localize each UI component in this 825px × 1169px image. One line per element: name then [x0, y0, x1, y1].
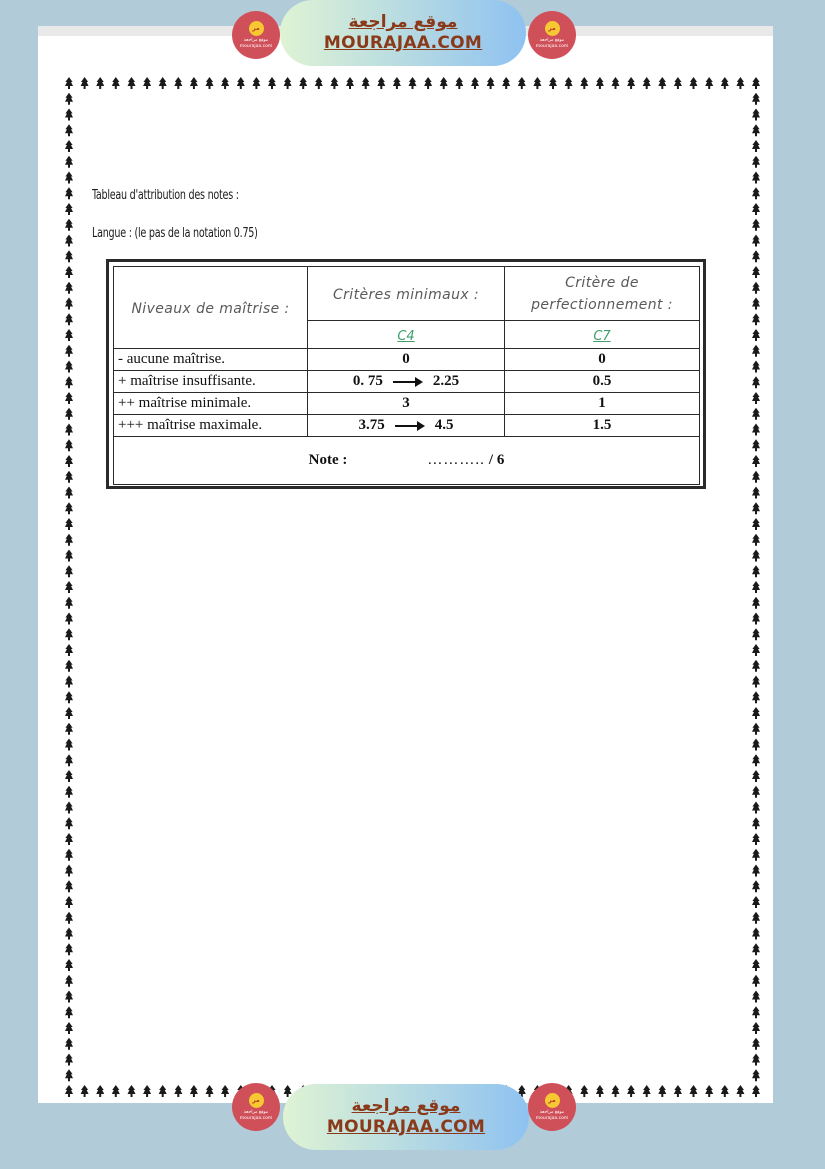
badge-logo-url: mourajaa.com: [535, 44, 569, 49]
note-row: [114, 437, 700, 485]
header-min-cell: [308, 267, 505, 321]
site-banner-top[interactable]: [280, 0, 526, 66]
banner-arabic-title: موقع مراجعة: [348, 12, 458, 32]
badge-logo-url: mourajaa.com: [239, 1116, 273, 1121]
arrow-right-icon: [393, 377, 423, 387]
site-banner-bottom[interactable]: [283, 1084, 529, 1150]
badge-mark: مر: [545, 21, 560, 36]
badge-logo-text: موقع مراجعة: [243, 38, 269, 43]
grading-table-frame: [106, 259, 706, 489]
criteria-code-c7: C7: [593, 329, 611, 344]
row-min-from: 0: [402, 351, 410, 367]
row-perf-value: 0.5: [505, 371, 700, 393]
note-label: Note :: [308, 452, 348, 468]
badge-logo-url: mourajaa.com: [239, 44, 273, 49]
row-level: +++ maîtrise maximale.: [114, 415, 308, 437]
row-min-value: [308, 371, 505, 393]
header-levels-cell: [114, 267, 308, 349]
row-min-from: 0. 75: [352, 373, 383, 389]
row-min-to: 2.25: [432, 373, 460, 389]
row-min-value: [308, 415, 505, 437]
header-perf-criteria: Critère de perfectionnement :: [531, 274, 673, 313]
badge-mark: مر: [249, 21, 264, 36]
table-row: [114, 393, 700, 415]
table-row: [114, 349, 700, 371]
site-badge-left-bottom[interactable]: [232, 1083, 280, 1131]
badge-logo-text: موقع مراجعة: [539, 38, 565, 43]
row-min-from: 3.75: [358, 417, 385, 433]
note-cell: [114, 437, 700, 485]
document-subheading: Langue : (le pas de la notation 0.75): [92, 226, 258, 241]
header-min-criteria: Critères minimaux :: [332, 287, 480, 303]
row-min-value: [308, 349, 505, 371]
header-perf-cell: [505, 267, 700, 321]
document-heading: Tableau d'attribution des notes :: [92, 188, 239, 203]
code-perf-cell: [505, 321, 700, 349]
row-level: ++ maîtrise minimale.: [114, 393, 308, 415]
note-blank: ………..: [427, 452, 485, 468]
arrow-right-icon: [395, 421, 425, 431]
banner-arabic-title: موقع مراجعة: [351, 1096, 461, 1116]
note-total: / 6: [488, 452, 505, 468]
badge-logo-url: mourajaa.com: [535, 1116, 569, 1121]
badge-logo-text: موقع مراجعة: [539, 1110, 565, 1115]
table-row: [114, 371, 700, 393]
row-min-from: 3: [402, 395, 410, 411]
criteria-code-c4: C4: [397, 329, 415, 344]
row-min-to: 4.5: [434, 417, 454, 433]
row-level: - aucune maîtrise.: [114, 349, 308, 371]
site-badge-left-top[interactable]: [232, 11, 280, 59]
row-perf-value: 0: [505, 349, 700, 371]
badge-logo-text: موقع مراجعة: [243, 1110, 269, 1115]
site-badge-right-top[interactable]: [528, 11, 576, 59]
row-level: + maîtrise insuffisante.: [114, 371, 308, 393]
row-min-value: [308, 393, 505, 415]
row-perf-value: 1: [505, 393, 700, 415]
row-perf-value: 1.5: [505, 415, 700, 437]
code-min-cell: [308, 321, 505, 349]
badge-mark: مر: [545, 1093, 560, 1108]
banner-site-url[interactable]: MOURAJAA.COM: [326, 1117, 486, 1137]
header-levels: Niveaux de maîtrise :: [131, 301, 290, 317]
grading-table: [113, 266, 700, 485]
table-row: [114, 415, 700, 437]
site-badge-right-bottom[interactable]: [528, 1083, 576, 1131]
banner-site-url[interactable]: MOURAJAA.COM: [323, 33, 483, 53]
badge-mark: مر: [249, 1093, 264, 1108]
